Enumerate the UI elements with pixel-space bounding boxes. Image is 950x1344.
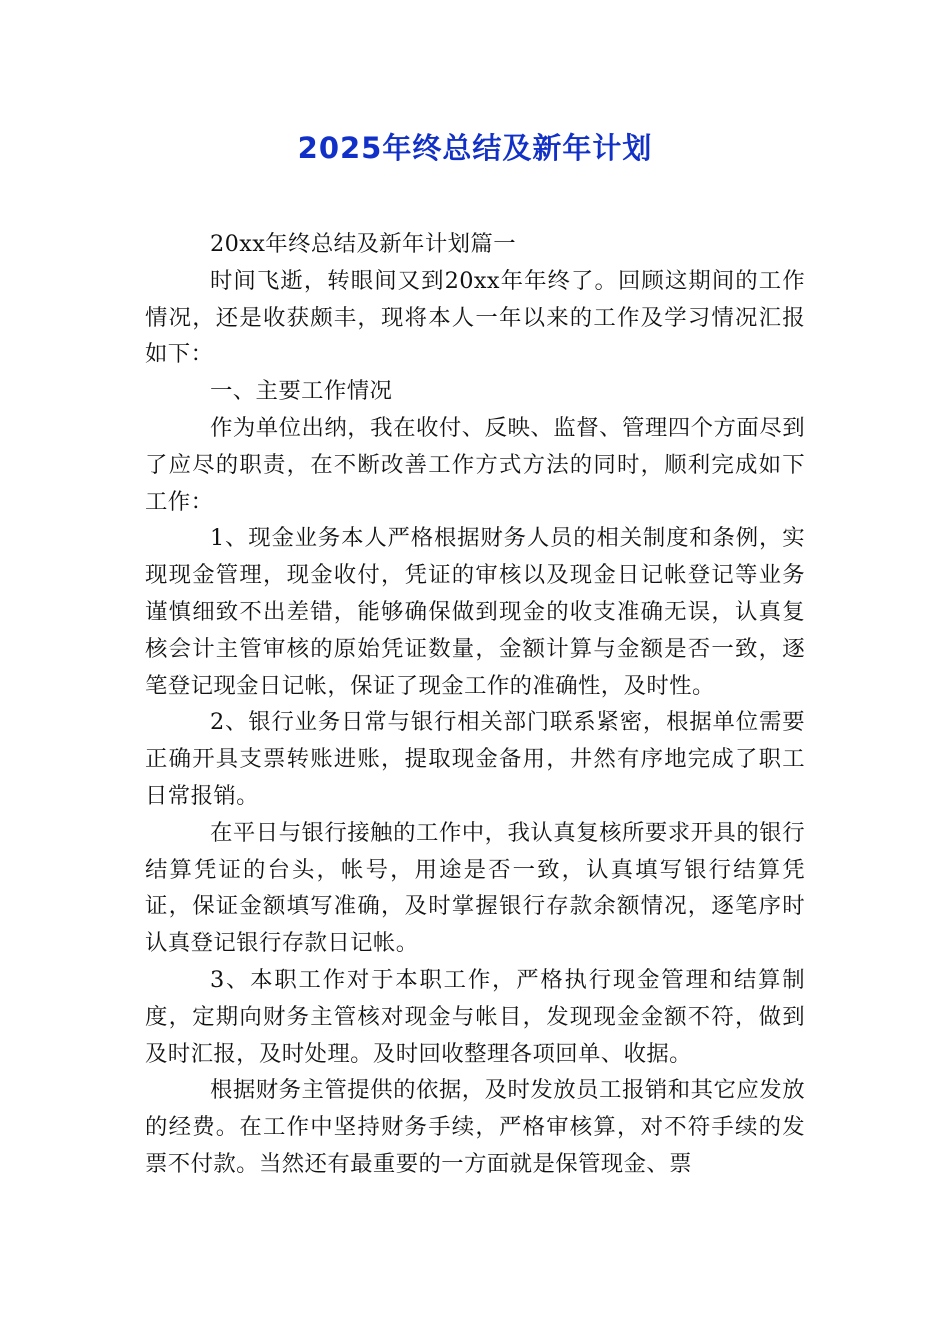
paragraph-cash-business: 1、现金业务本人严格根据财务人员的相关制度和条例，实现现金管理，现金收付，凭证的审核以及现金日记帐登记等业务谨慎细致不出差错，能够确保做到现金的收支准确无误，认真复核会计主管审核的原始凭证数量，金额计算与金额是否一致，逐笔登记现金日记帐，保证了现金工作的准确性，及时性。 xyxy=(145,525,805,699)
paragraph-bank-business: 2、银行业务日常与银行相关部门联系紧密，根据单位需要正确开具支票转账进账，提取现金备用，井然有序地完成了职工日常报销。 xyxy=(145,709,805,809)
paragraph-own-work: 3、本职工作对于本职工作，严格执行现金管理和结算制度，定期向财务主管核对现金与帐目，发现现金金额不符，做到及时汇报，及时处理。及时回收整理各项回单、收据。 xyxy=(145,966,805,1067)
paragraph-subheading-main-work: 一、主要工作情况 xyxy=(209,378,393,405)
paragraph-expense-payment: 根据财务主管提供的依据，及时发放员工报销和其它应发放的经费。在工作中坚持财务手续，严格审核算，对不符手续的发票不付款。当然还有最重要的一方面就是保管现金、票 xyxy=(145,1077,805,1177)
document-body xyxy=(145,226,805,1183)
paragraph-bank-contact: 在平日与银行接触的工作中，我认真复核所要求开具的银行结算凭证的台头，帐号，用途是否一致，认真填写银行结算凭证，保证金额填写准确，及时掌握银行存款余额情况，逐笔序时认真登记银行存款日记帐。 xyxy=(145,819,805,957)
paragraph-cashier-role: 作为单位出纳，我在收付、反映、监督、管理四个方面尽到了应尽的职责，在不断改善工作方式方法的同时，顺利完成如下工作： xyxy=(145,414,805,515)
paragraph-section-heading: 20xx年终总结及新年计划篇一 xyxy=(209,231,516,257)
document-title: 2025年终总结及新年计划 xyxy=(297,131,653,165)
paragraph-intro: 时间飞逝，转眼间又到20xx年年终了。回顾这期间的工作情况，还是收获颇丰，现将本人一年以来的工作及学习情况汇报如下： xyxy=(145,267,805,368)
